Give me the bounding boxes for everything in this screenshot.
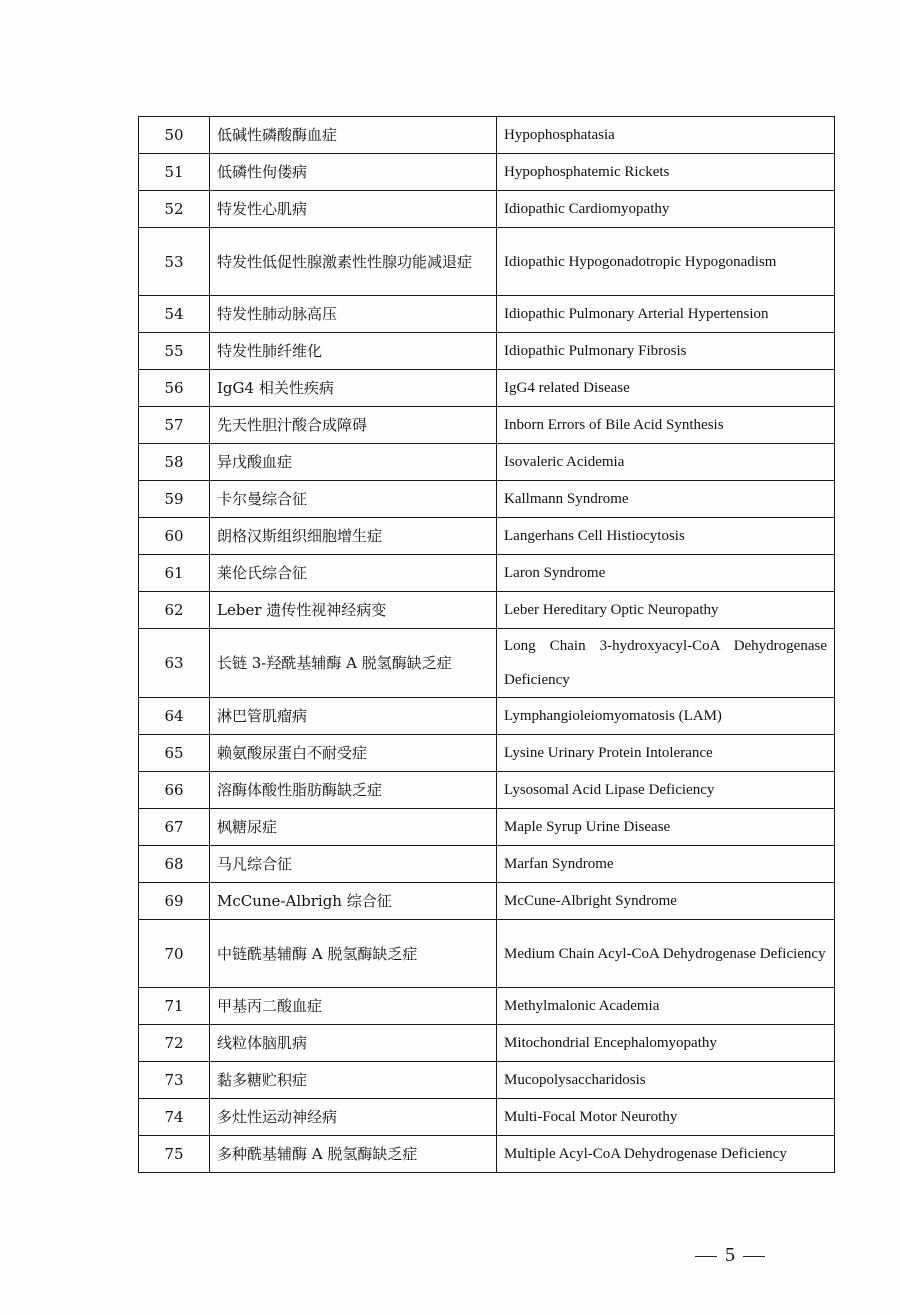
disease-name-english: IgG4 related Disease [497, 370, 835, 407]
disease-name-chinese: 多种酰基辅酶 A 脱氢酶缺乏症 [210, 1136, 497, 1173]
disease-name-chinese: 线粒体脑肌病 [210, 1025, 497, 1062]
table-row [139, 154, 835, 191]
footer-dash-left [695, 1256, 717, 1257]
disease-name-chinese: 枫糖尿症 [210, 809, 497, 846]
disease-name-chinese: 低碱性磷酸酶血症 [210, 117, 497, 154]
row-number: 51 [139, 154, 210, 191]
row-number: 50 [139, 117, 210, 154]
disease-name-english: Hypophosphatemic Rickets [497, 154, 835, 191]
disease-name-chinese: 长链 3-羟酰基辅酶 A 脱氢酶缺乏症 [210, 629, 497, 698]
table-row [139, 1136, 835, 1173]
page-footer [680, 1244, 780, 1267]
row-number: 63 [139, 629, 210, 698]
disease-name-chinese: IgG4 相关性疾病 [210, 370, 497, 407]
table-row [139, 518, 835, 555]
disease-name-chinese: 马凡综合征 [210, 846, 497, 883]
table-row [139, 698, 835, 735]
row-number: 75 [139, 1136, 210, 1173]
disease-name-english: Hypophosphatasia [497, 117, 835, 154]
table-row [139, 846, 835, 883]
row-number: 59 [139, 481, 210, 518]
disease-name-english: Multiple Acyl-CoA Dehydrogenase Deficiency [497, 1136, 835, 1173]
table-row [139, 988, 835, 1025]
row-number: 74 [139, 1099, 210, 1136]
disease-name-english: Lysine Urinary Protein Intolerance [497, 735, 835, 772]
table-row [139, 883, 835, 920]
row-number: 55 [139, 333, 210, 370]
table-row [139, 629, 835, 698]
row-number: 57 [139, 407, 210, 444]
table-body [139, 117, 835, 1173]
table-row [139, 191, 835, 228]
disease-name-english: Marfan Syndrome [497, 846, 835, 883]
disease-name-english: Multi-Focal Motor Neurothy [497, 1099, 835, 1136]
table-row [139, 333, 835, 370]
row-number: 70 [139, 920, 210, 988]
disease-name-english: Inborn Errors of Bile Acid Synthesis [497, 407, 835, 444]
row-number: 71 [139, 988, 210, 1025]
disease-name-english: Mitochondrial Encephalomyopathy [497, 1025, 835, 1062]
table-row [139, 117, 835, 154]
table-row [139, 444, 835, 481]
table-row [139, 1025, 835, 1062]
table-row [139, 555, 835, 592]
disease-name-english: Lysosomal Acid Lipase Deficiency [497, 772, 835, 809]
disease-name-chinese: 多灶性运动神经病 [210, 1099, 497, 1136]
disease-name-english: Lymphangioleiomyomatosis (LAM) [497, 698, 835, 735]
disease-name-english: Idiopathic Cardiomyopathy [497, 191, 835, 228]
disease-name-chinese: 卡尔曼综合征 [210, 481, 497, 518]
disease-name-english: Idiopathic Hypogonadotropic Hypogonadism [497, 228, 835, 296]
row-number: 72 [139, 1025, 210, 1062]
disease-name-chinese: 赖氨酸尿蛋白不耐受症 [210, 735, 497, 772]
table-row [139, 296, 835, 333]
row-number: 73 [139, 1062, 210, 1099]
table-row [139, 407, 835, 444]
table-row [139, 1099, 835, 1136]
disease-name-english: Leber Hereditary Optic Neuropathy [497, 592, 835, 629]
disease-name-chinese: McCune-Albrigh 综合征 [210, 883, 497, 920]
table-row [139, 228, 835, 296]
table-row [139, 772, 835, 809]
disease-name-chinese: 莱伦氏综合征 [210, 555, 497, 592]
row-number: 67 [139, 809, 210, 846]
disease-name-english: Long Chain 3-hydroxyacyl-CoA Dehydrogenase Deficiency [497, 629, 835, 698]
footer-dash-right [743, 1256, 765, 1257]
disease-name-chinese: 溶酶体酸性脂肪酶缺乏症 [210, 772, 497, 809]
disease-name-chinese: 异戊酸血症 [210, 444, 497, 481]
disease-name-english: Methylmalonic Academia [497, 988, 835, 1025]
row-number: 66 [139, 772, 210, 809]
disease-name-chinese: 特发性低促性腺激素性性腺功能减退症 [210, 228, 497, 296]
row-number: 69 [139, 883, 210, 920]
disease-name-english: Kallmann Syndrome [497, 481, 835, 518]
disease-name-english: Maple Syrup Urine Disease [497, 809, 835, 846]
row-number: 68 [139, 846, 210, 883]
disease-name-chinese: 特发性肺动脉高压 [210, 296, 497, 333]
row-number: 52 [139, 191, 210, 228]
table-row [139, 370, 835, 407]
disease-name-chinese: 朗格汉斯组织细胞增生症 [210, 518, 497, 555]
disease-name-english: Medium Chain Acyl-CoA Dehydrogenase Deficiency [497, 920, 835, 988]
rare-disease-table [138, 116, 835, 1173]
row-number: 53 [139, 228, 210, 296]
table-row [139, 920, 835, 988]
disease-name-chinese: 淋巴管肌瘤病 [210, 698, 497, 735]
table-row [139, 481, 835, 518]
disease-name-chinese: 甲基丙二酸血症 [210, 988, 497, 1025]
table-row [139, 592, 835, 629]
table-row [139, 809, 835, 846]
row-number: 62 [139, 592, 210, 629]
table-row [139, 735, 835, 772]
disease-name-english: Idiopathic Pulmonary Arterial Hypertension [497, 296, 835, 333]
disease-name-english: Laron Syndrome [497, 555, 835, 592]
row-number: 56 [139, 370, 210, 407]
row-number: 54 [139, 296, 210, 333]
row-number: 58 [139, 444, 210, 481]
disease-name-chinese: 先天性胆汁酸合成障碍 [210, 407, 497, 444]
disease-name-chinese: Leber 遗传性视神经病变 [210, 592, 497, 629]
row-number: 65 [139, 735, 210, 772]
disease-name-chinese: 低磷性佝偻病 [210, 154, 497, 191]
disease-name-english: Langerhans Cell Histiocytosis [497, 518, 835, 555]
page-number: 5 [725, 1244, 735, 1266]
row-number: 60 [139, 518, 210, 555]
disease-name-chinese: 特发性心肌病 [210, 191, 497, 228]
disease-name-english: Idiopathic Pulmonary Fibrosis [497, 333, 835, 370]
disease-name-chinese: 中链酰基辅酶 A 脱氢酶缺乏症 [210, 920, 497, 988]
row-number: 61 [139, 555, 210, 592]
row-number: 64 [139, 698, 210, 735]
disease-name-chinese: 特发性肺纤维化 [210, 333, 497, 370]
disease-name-english: McCune-Albright Syndrome [497, 883, 835, 920]
table-row [139, 1062, 835, 1099]
disease-name-english: Mucopolysaccharidosis [497, 1062, 835, 1099]
disease-name-english: Isovaleric Acidemia [497, 444, 835, 481]
disease-name-chinese: 黏多糖贮积症 [210, 1062, 497, 1099]
